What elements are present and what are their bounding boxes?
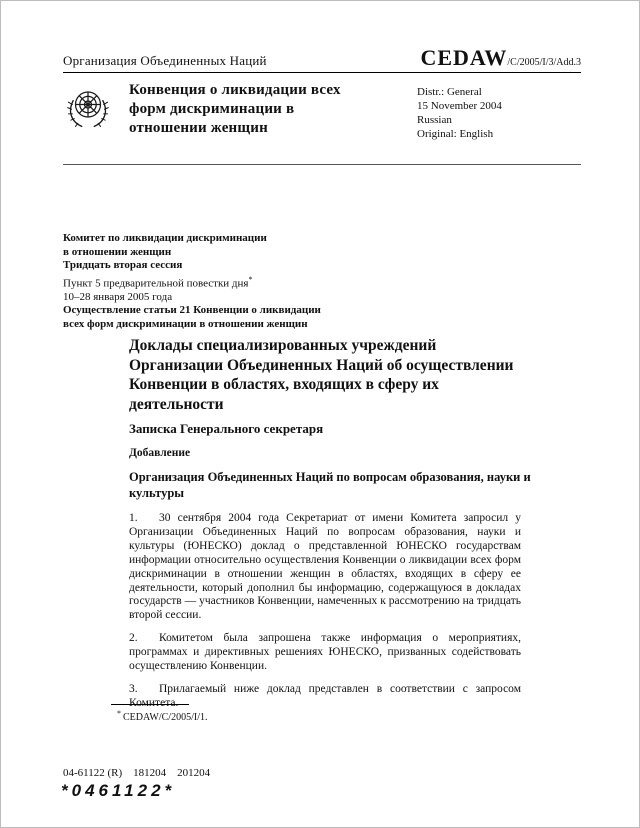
distr-date: 15 November 2004 [417,100,502,112]
doc-symbol-small: /C/2005/I/3/Add.3 [507,57,581,68]
paragraph-1 [129,512,521,623]
masthead-rule [63,164,581,165]
footnote [111,704,207,723]
section-heading: Организация Объединенных Наций по вопросам образования, науки и культуры [129,470,531,500]
footnote-text: * CEDAW/C/2005/I/1. [117,709,208,724]
secretary-general-note: Записка Генерального секретаря [129,421,324,436]
committee-name-line1: Комитет по ликвидации дискриминации [63,232,267,244]
implementation-line2: всех форм дискриминации в отношении женщин [63,317,308,330]
paragraph-text: Комитетом была запрошена также информация о мероприятиях, программах и директивных решениях ЮНЕСКО, призванных содействовать осуществлению Конвенции. [129,632,521,673]
agenda-footnote-marker: * [248,274,253,284]
implementation-line1: Осуществление статьи 21 Конвенции о ликвидации [63,304,321,317]
convention-title-line: форм дискриминации в [129,101,295,117]
report-title-line: Организации Объединенных Наций об осуществлении [129,356,514,374]
report-title-line: деятельности [129,395,224,413]
doc-symbol [420,45,581,71]
un-emblem-icon [63,85,115,137]
report-title-line: Доклады специализированных учреждений [129,337,437,354]
distr-original: Original: English [417,128,494,140]
paragraph-text: Прилагаемый ниже доклад представлен в соответствии с запросом Комитета. [129,682,521,709]
convention-title [129,81,341,138]
convention-title-line: Конвенция о ликвидации всех [129,82,341,98]
document-number: 04-61122 (R) 181204 201204 [63,767,211,779]
committee-name-line2: в отношении женщин [63,245,172,258]
org-name: Организация Объединенных Наций [63,53,267,68]
paragraph-2 [129,632,521,674]
paragraph-text: 30 сентября 2004 года Секретариат от имени Комитета запросил у Организации Объединенных Наций по вопросам образования, науки и культуры (ЮНЕСКО) доклад о представленной ЮНЕСКО государствам информации относительно осуществления Конвенции о ликвидации всех форм дискриминации в отношении женщин в областях, входящих в сферу ее деятельности, который дополнил бы информацию, содержащуюся в докладах государств — участников Конвенции, намеченных к рассмотрению на тридцать второй сессии. [129,512,521,622]
body-paragraphs [129,512,521,720]
report-title-line: Конвенции в областях, входящих в сферу их [129,376,439,393]
distribution-info [417,85,502,141]
paragraph-number: 1. [129,512,138,524]
session-block [63,232,423,331]
session-dates: 10–28 января 2005 года [63,290,173,303]
masthead [63,45,581,71]
agenda-item-text: Пункт 5 предварительной повестки дня [63,277,249,290]
distr-line: Distr.: General [417,86,482,98]
doc-symbol-large: CEDAW [420,45,508,70]
distr-language: Russian [417,114,452,126]
header-rule [63,72,581,73]
paragraph-number: 3. [129,682,138,695]
report-title [129,336,559,414]
convention-title-line: отношении женщин [129,120,268,136]
agenda-item [63,273,423,291]
addendum-label: Добавление [129,447,191,459]
paragraph-number: 2. [129,632,138,645]
footnote-marker: * [117,709,121,718]
footnote-rule [111,704,189,705]
barcode-text: *0461122* [61,781,176,800]
session-title: Тридцать вторая сессия [63,259,183,271]
